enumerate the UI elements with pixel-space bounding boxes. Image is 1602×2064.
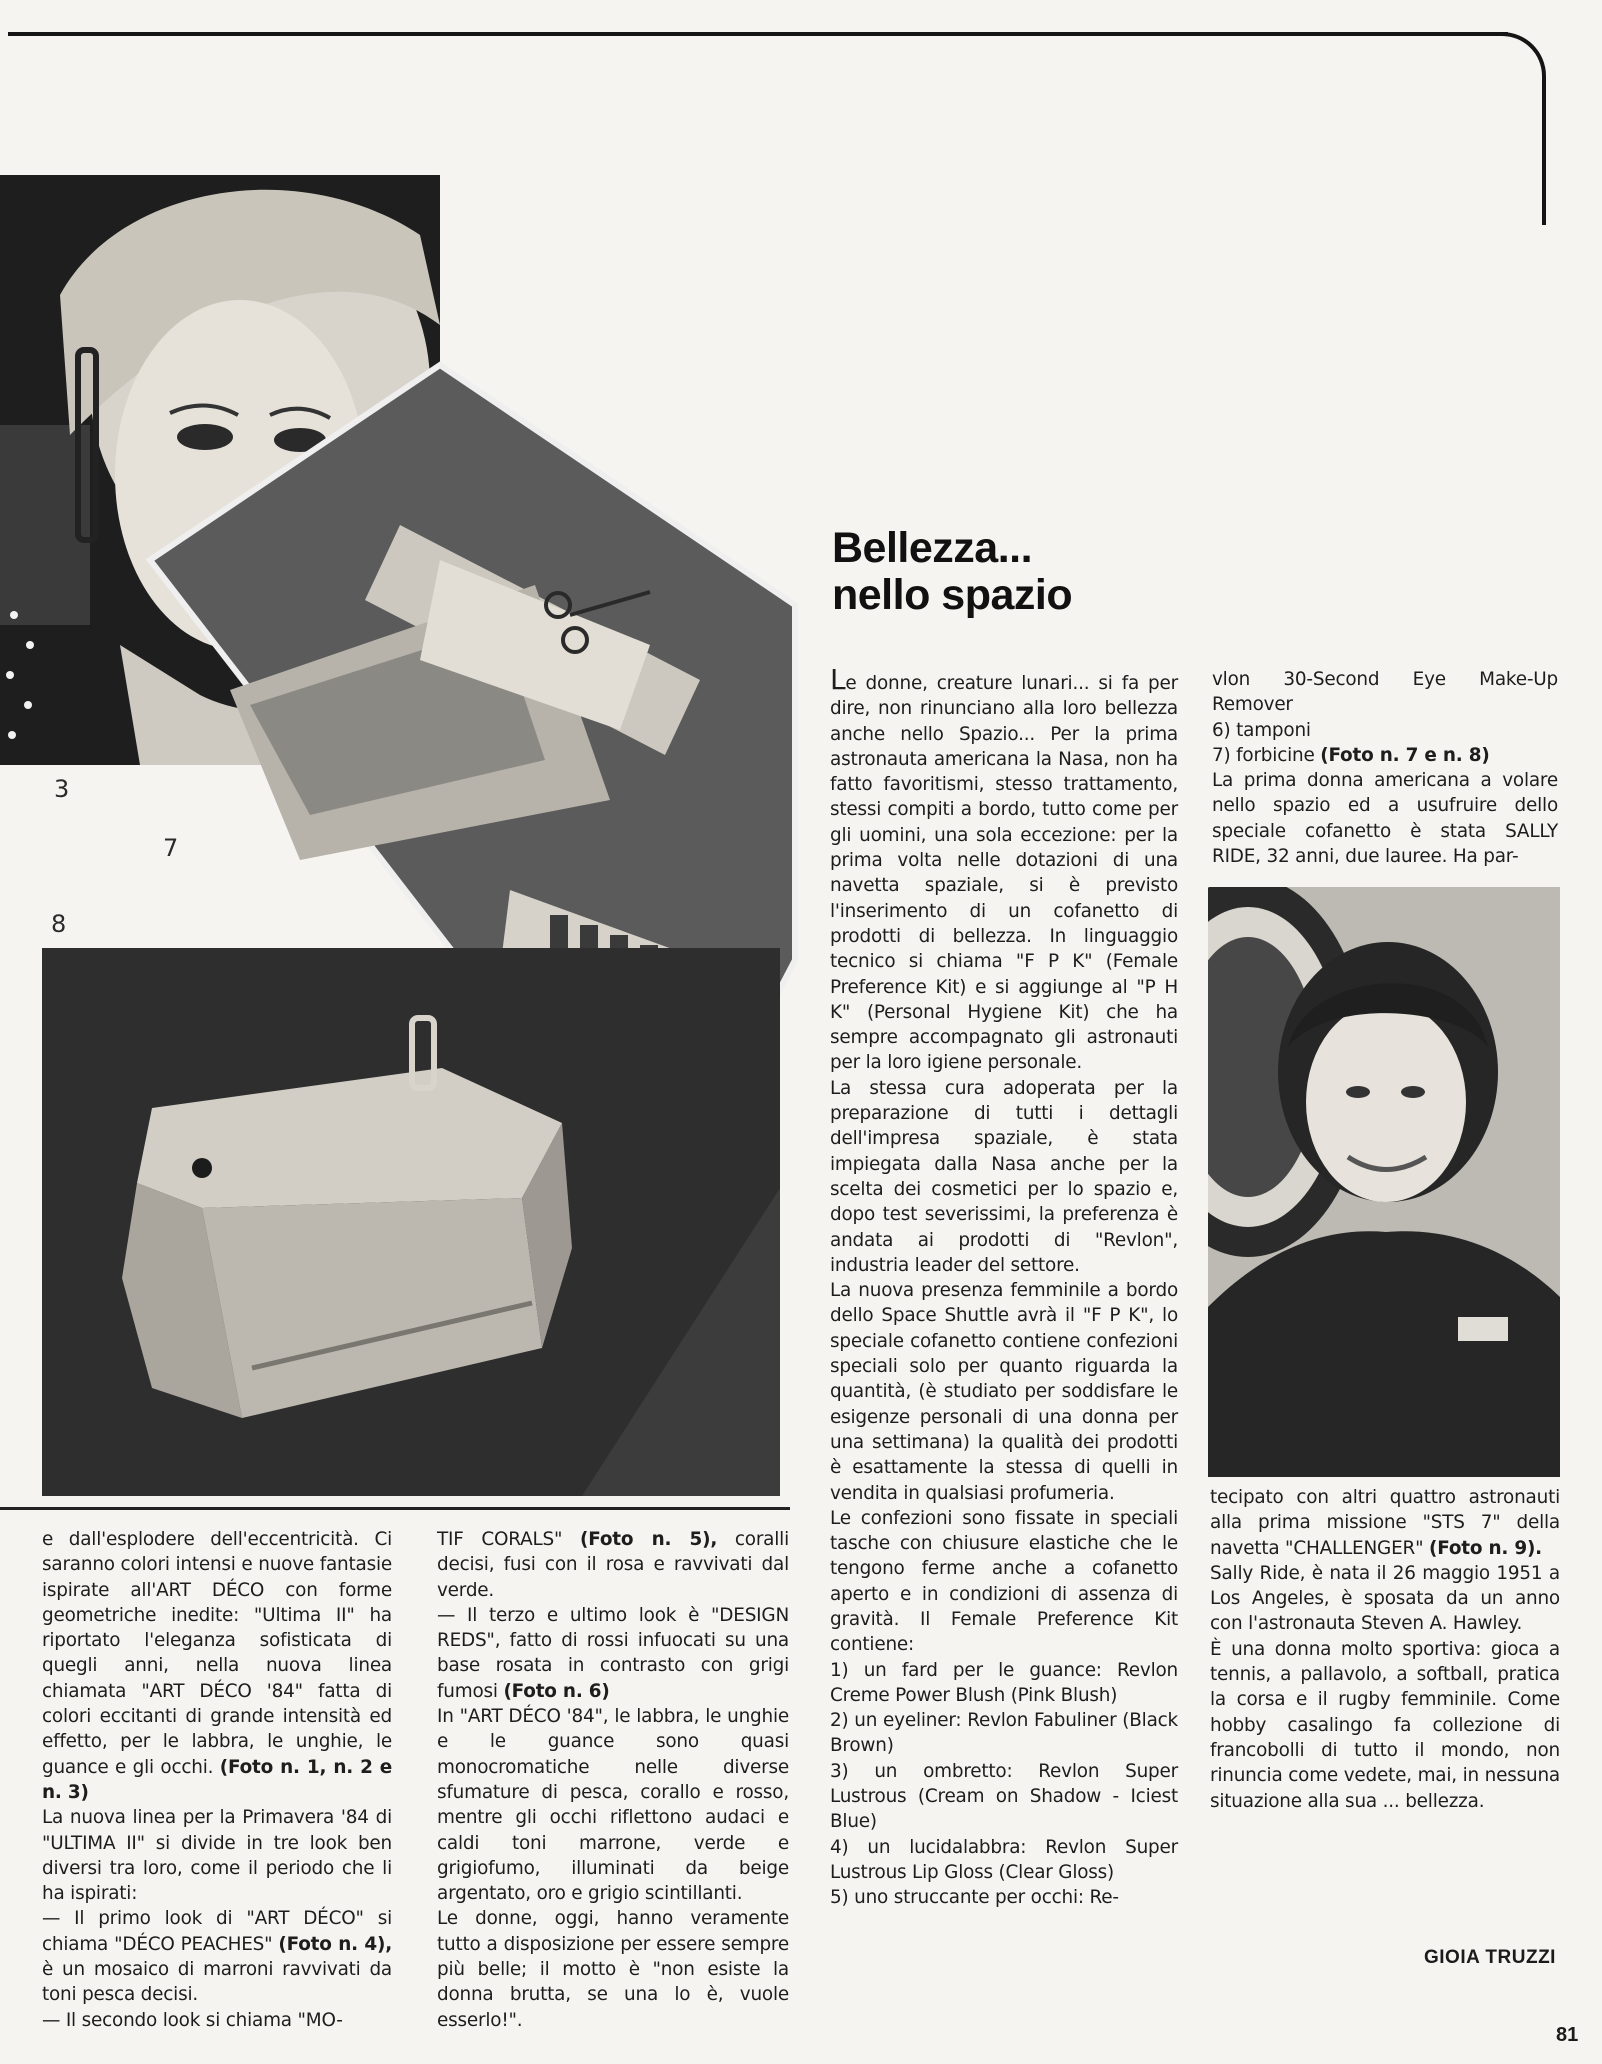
list-item: vlon 30-Second Eye Make-Up Remover bbox=[1212, 669, 1558, 716]
photo-number-8: 8 bbox=[51, 910, 67, 938]
paragraph: Sally Ride, è nata il 26 maggio 1951 a Los Angeles, è sposata da un anno con l'astronauta Steven A. Hawley. bbox=[1210, 1562, 1560, 1635]
photo-number-7: 7 bbox=[163, 834, 179, 862]
paragraph: Le donne, creature lunari... si fa per dire, non rinunciano alla loro bellezza anche nello Spazio... Per la prima astronauta americana la Nasa, non ha fatto favoritismi, stesso trattamento, stessi compiti a bordo, tutto come per gli uomini, una sola eccezione: per la prima volta nelle dotazioni di una navetta spaziale, si è previsto l'inserimento di un cofanetto di prodotti di bellezza. In linguaggio tecnico si chiama "F P K" (Female Preference Kit) e si aggiunge al "P H K" (Personal Hygiene Kit) che ha sempre accompagnato gli astronauti per la loro igiene personale. bbox=[830, 663, 1178, 1074]
author-byline: GIOIA TRUZZI bbox=[1424, 1947, 1556, 1968]
list-item: 5) uno struccante per occhi: Re- bbox=[830, 1887, 1119, 1909]
paragraph: È una donna molto sportiva: gioca a tennis, a pallavolo, a softball, pratica la corsa e il rugby femminile. Come hobby casalingo fa collezione di francobolli di tutto il mondo, non rinuncia come vedete, mai, in nessuna situazione alla sua ... bellezza. bbox=[1210, 1638, 1560, 1812]
paragraph: La nuova linea per la Primavera '84 di "ULTIMA II" si divide in tre look ben diversi tra loro, come il periodo che li ha ispirati: bbox=[42, 1807, 392, 1905]
list-item: 6) tamponi bbox=[1212, 719, 1311, 741]
paragraph: Le donne, oggi, hanno veramente tutto a disposizione per essere sempre più belle; il motto è "non esiste la donna brutta, se una lo è, vuole esserlo!". bbox=[437, 1908, 789, 2031]
title-line-1: Bellezza... bbox=[832, 524, 1033, 572]
photo-number-3: 3 bbox=[54, 775, 70, 803]
section-divider bbox=[0, 1507, 790, 1510]
paragraph: Le confezioni sono fissate in speciali tasche con chiusure elastiche che le tengono ferme anche a cofanetto aperto e in condizioni di assenza di gravità. Il Female Preference Kit contiene: bbox=[830, 1507, 1178, 1656]
article-column-4-bottom bbox=[1210, 1485, 1560, 1814]
paragraph: e dall'esplodere dell'eccentricità. Ci saranno colori intensi e nuove fantasie ispirate all'ART DÉCO con forme geometriche inedite: "Ultima II" ha riportato l'eleganza sofisticata di quegli anni, nella nuova linea chiamata "ART DÉCO '84" fatta di colori eccitanti di grande intensità ed effetto, per le labbra, le unghie, le guance e gli occhi. (Foto n. 1, n. 2 e n. 3) bbox=[42, 1529, 392, 1803]
photo-reference: (Foto n. 5), bbox=[580, 1529, 718, 1550]
paragraph: In "ART DÉCO '84", le labbra, le unghie e le guance sono quasi monocromatiche nelle diverse sfumature di pesca, corallo e rosso, mentre gli occhi riflettono audaci e caldi toni marrone, verde e grigiofumo, illuminati da beige argentato, oro e grigio scintillanti. bbox=[437, 1706, 789, 1905]
drop-cap: L bbox=[830, 663, 846, 696]
photo-beauty-kit-closed bbox=[42, 948, 780, 1496]
photo-reference: (Foto n. 4), bbox=[278, 1933, 392, 1955]
title-line-2: nello spazio bbox=[832, 571, 1073, 619]
article-column-4-top bbox=[1212, 667, 1558, 869]
photo-reference: (Foto n. 7 e n. 8) bbox=[1320, 744, 1490, 766]
left-article-column-1 bbox=[42, 1527, 392, 2033]
photo-reference: (Foto n. 1, n. 2 e n. 3) bbox=[42, 1756, 392, 1803]
photo-reference: (Foto n. 6) bbox=[503, 1680, 610, 1702]
list-item: 4) un lucidalabbra: Revlon Super Lustrous Lip Gloss (Clear Gloss) bbox=[830, 1836, 1178, 1883]
list-item: 2) un eyeliner: Revlon Fabuliner (Black Brown) bbox=[830, 1710, 1178, 1757]
article-title bbox=[832, 525, 1072, 619]
left-article-column-2 bbox=[437, 1527, 789, 2033]
list-item: 7) forbicine (Foto n. 7 e n. 8) bbox=[1212, 744, 1490, 766]
paragraph: TIF CORALS" (Foto n. 5), coralli decisi, fusi con il rosa e ravvivati dal verde. bbox=[437, 1529, 789, 1601]
photo-reference: (Foto n. 9). bbox=[1429, 1537, 1542, 1559]
paragraph: — Il secondo look si chiama "MO- bbox=[42, 2009, 343, 2031]
paragraph: La stessa cura adoperata per la preparazione di tutti i dettagli dell'impresa spaziale, è stata impiegata dalla Nasa anche per la scelta dei cosmetici per lo spazio e, dopo test severissimi, la preferenza è andata ai prodotti di "Revlon", industria leader del settore. bbox=[830, 1077, 1178, 1276]
list-item: 1) un fard per le guance: Revlon Creme Power Blush (Pink Blush) bbox=[830, 1659, 1178, 1706]
page-number: 81 bbox=[1556, 2024, 1579, 2046]
top-rule-corner bbox=[1490, 32, 1546, 88]
list-item: 3) un ombretto: Revlon Super Lustrous (Cream on Shadow - Iciest Blue) bbox=[830, 1760, 1178, 1833]
paragraph: — Il primo look di "ART DÉCO" si chiama "DÉCO PEACHES" (Foto n. 4), è un mosaico di marroni ravvivati da toni pesca decisi. bbox=[42, 1908, 392, 2006]
article-column-3 bbox=[830, 663, 1178, 1911]
right-rule bbox=[1542, 80, 1546, 225]
paragraph: La prima donna americana a volare nello spazio ed a usufruire dello speciale cofanetto è stata SALLY RIDE, 32 anni, due lauree. Ha par- bbox=[1212, 770, 1558, 868]
paragraph: La nuova presenza femminile a bordo dello Space Shuttle avrà il "F P K", lo speciale cofanetto contiene confezioni speciali solo per quanto riguarda la quantità, (è studiato per soddisfare le esigenze personali di una donna per una settimana) la qualità dei prodotti è esattamente la stessa di quelli in vendita in qualsiasi profumeria. bbox=[830, 1280, 1178, 1504]
paragraph: — Il terzo e ultimo look è "DESIGN REDS", fatto di rossi infuocati su una base rosata in contrasto con grigi fumosi (Foto n. 6) bbox=[437, 1604, 789, 1702]
top-rule bbox=[8, 32, 1508, 36]
paragraph: tecipato con altri quattro astronauti alla prima missione "STS 7" della navetta "CHALLENGER" (Foto n. 9). bbox=[1210, 1487, 1560, 1559]
photo-sally-ride bbox=[1208, 887, 1560, 1477]
